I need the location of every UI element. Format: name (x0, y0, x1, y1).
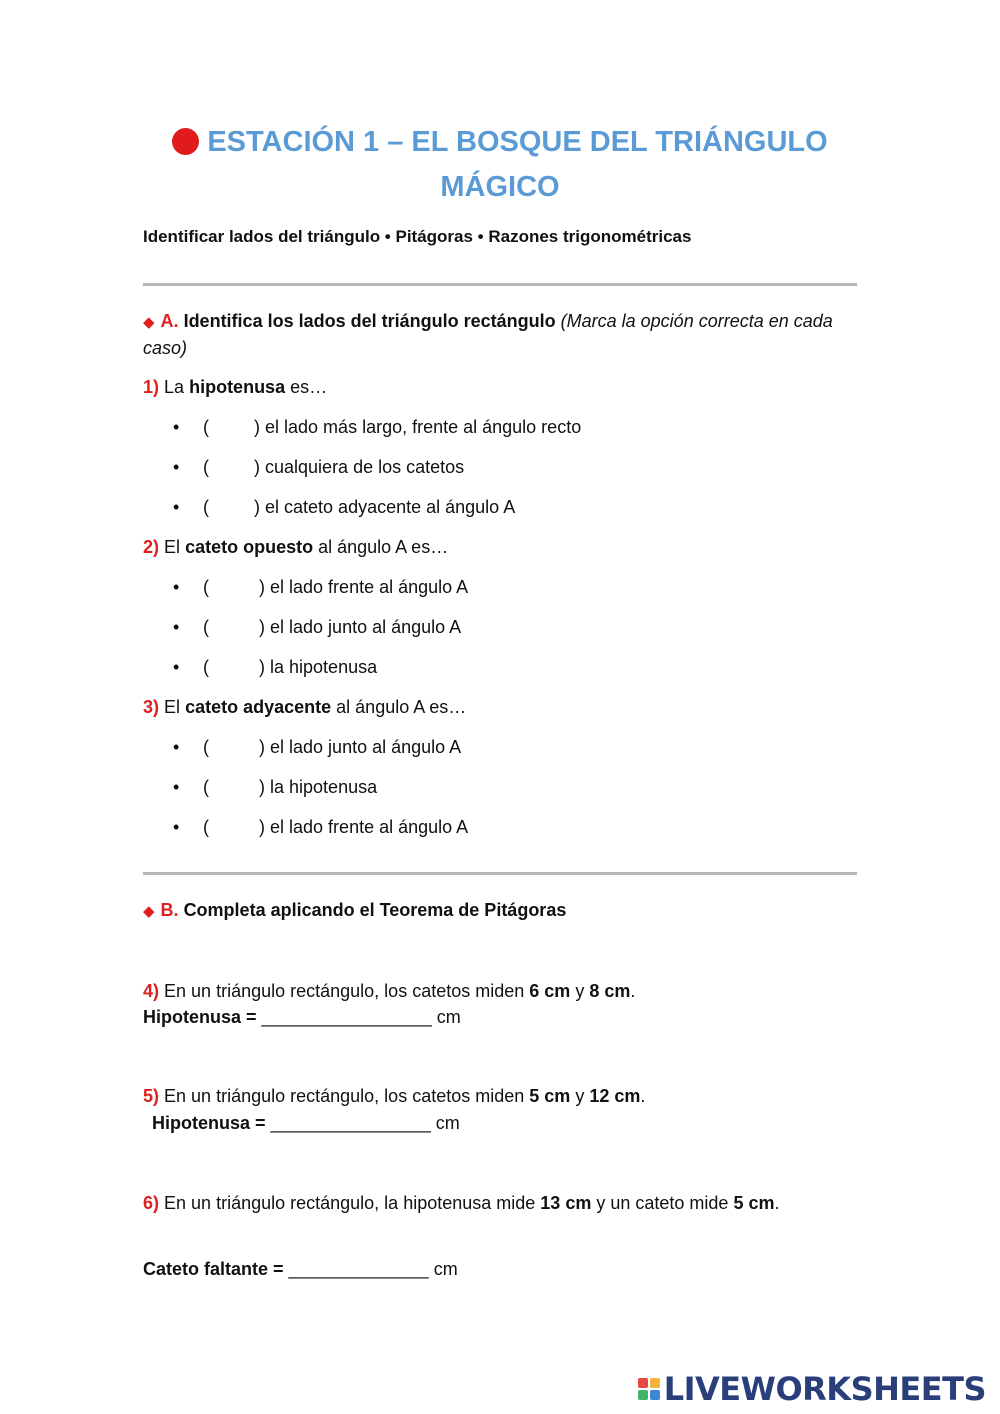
question-2: 2) El cateto opuesto al ángulo A es… (143, 537, 449, 557)
answer-6-row: Cateto faltante = ______________ cm (143, 1259, 458, 1279)
answer-4-row: Hipotenusa = _________________ cm (143, 1007, 461, 1027)
question-3: 3) El cateto adyacente al ángulo A es… (143, 697, 467, 717)
subtitle: Identificar lados del triángulo • Pitágoras • Razones trigonométricas (143, 227, 692, 246)
answer-box[interactable]: ( ) (203, 737, 265, 757)
option-3c[interactable]: • ( ) el lado frente al ángulo A (173, 814, 468, 840)
page-title: ESTACIÓN 1 – EL BOSQUE DEL TRIÁNGULO (0, 126, 1000, 159)
option-2a[interactable]: • ( ) el lado frente al ángulo A (173, 574, 468, 600)
option-1b[interactable]: • ( ) cualquiera de los catetos (173, 454, 464, 480)
question-5: 5) En un triángulo rectángulo, los catetos miden 5 cm y 12 cm. (143, 1086, 646, 1106)
diamond-icon: ◆ (143, 903, 155, 920)
option-1c[interactable]: • ( ) el cateto adyacente al ángulo A (173, 494, 515, 520)
answer-4-blank[interactable]: _________________ (261, 1007, 432, 1027)
answer-box[interactable]: ( ) (203, 417, 260, 437)
section-b-heading: ◆ B. Completa aplicando el Teorema de Pitágoras (143, 900, 567, 920)
option-2c[interactable]: • ( ) la hipotenusa (173, 654, 377, 680)
option-2b[interactable]: • ( ) el lado junto al ángulo A (173, 614, 461, 640)
answer-5-blank[interactable]: ________________ (270, 1113, 431, 1133)
divider (143, 283, 857, 286)
logo-text: LIVEWORKSHEETS (663, 1370, 986, 1408)
section-a-instruction-continued: caso) (143, 338, 188, 358)
answer-6-blank[interactable]: ______________ (288, 1259, 429, 1279)
page-title-continued: MÁGICO (440, 171, 560, 203)
question-6: 6) En un triángulo rectángulo, la hipotenusa mide 13 cm y un cateto mide 5 cm. (143, 1193, 780, 1213)
answer-box[interactable]: ( ) (203, 457, 260, 477)
section-a-heading: ◆ A. Identifica los lados del triángulo rectángulo (Marca la opción correcta en cada (143, 311, 833, 331)
question-4: 4) En un triángulo rectángulo, los catetos miden 6 cm y 8 cm. (143, 981, 636, 1001)
red-circle-icon (172, 128, 199, 155)
answer-box[interactable]: ( ) (203, 577, 265, 597)
liveworksheets-logo (638, 1372, 986, 1406)
answer-box[interactable]: ( ) (203, 777, 265, 797)
question-1: 1) La hipotenusa es… (143, 377, 328, 397)
diamond-icon: ◆ (143, 314, 155, 331)
answer-5-row: Hipotenusa = ________________ cm (152, 1113, 460, 1133)
option-3a[interactable]: • ( ) el lado junto al ángulo A (173, 734, 461, 760)
divider (143, 872, 857, 875)
option-3b[interactable]: • ( ) la hipotenusa (173, 774, 377, 800)
answer-box[interactable]: ( ) (203, 657, 265, 677)
answer-box[interactable]: ( ) (203, 497, 260, 517)
answer-box[interactable]: ( ) (203, 617, 265, 637)
option-1a[interactable]: • ( ) el lado más largo, frente al ángulo recto (173, 414, 581, 440)
answer-box[interactable]: ( ) (203, 817, 265, 837)
logo-grid-icon (638, 1378, 660, 1400)
